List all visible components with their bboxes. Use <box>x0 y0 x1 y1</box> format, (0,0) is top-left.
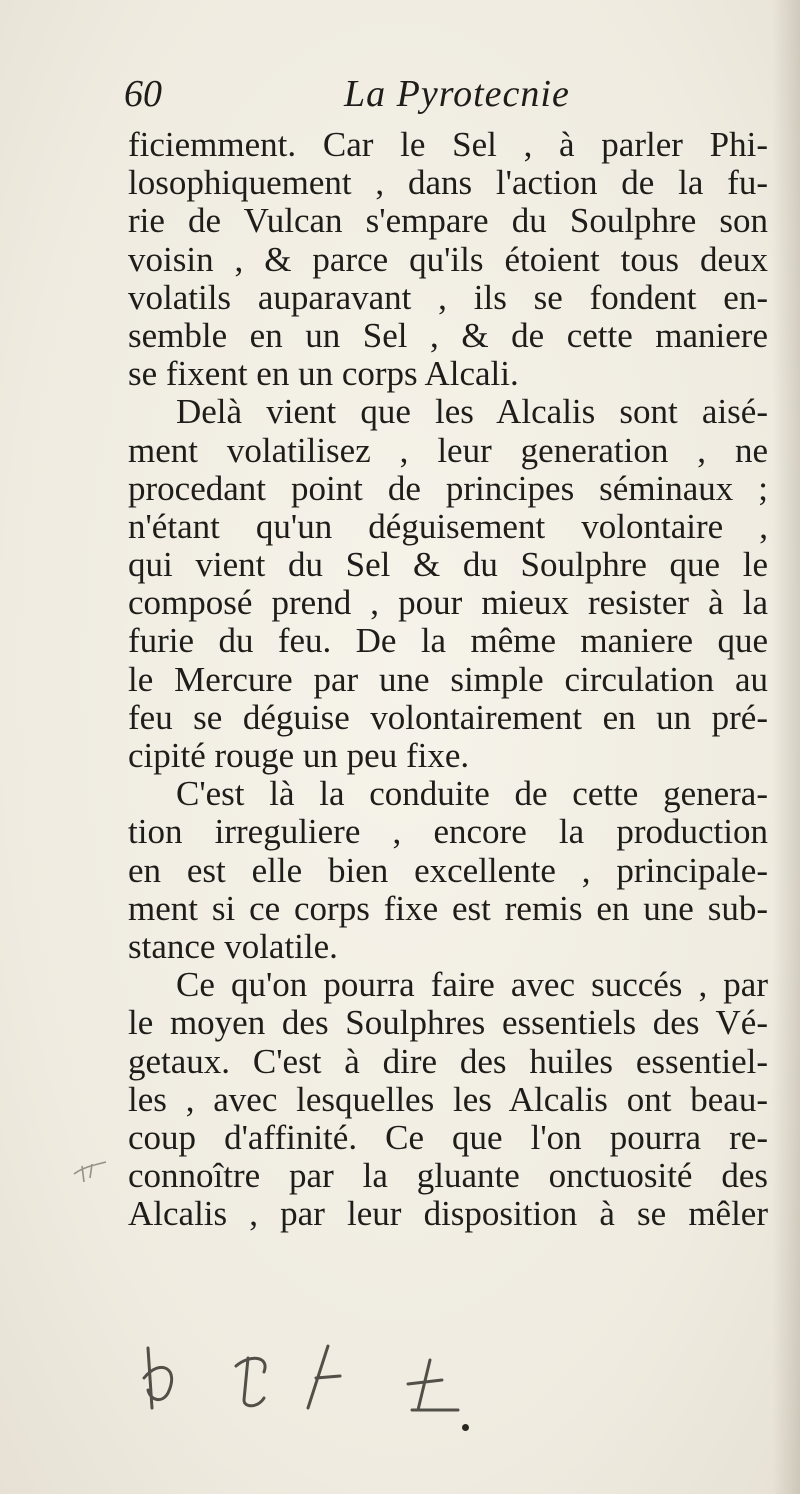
text-line: en est elle bien excellente , principale- <box>128 850 768 890</box>
text-line: furie du feu. De la même maniere que <box>128 621 768 661</box>
text-line: ficiemment. Car le Sel , à parler Phi- <box>128 125 768 164</box>
text-line: procedant point de principes séminaux ; <box>128 468 768 508</box>
running-title: La Pyrotecnie <box>344 73 570 115</box>
text-line: feu se déguise volontairement en un pré- <box>128 697 768 737</box>
text-line: Ce qu'on pourra faire avec succés , par <box>176 965 768 1005</box>
text-line: le moyen des Soulphres essentiels des Vé- <box>128 1003 768 1043</box>
text-line: coup d'affinité. Ce que l'on pourra re- <box>128 1117 768 1157</box>
text-line: C'est là la conduite de cette genera- <box>176 774 768 814</box>
text-line: semble en un Sel , & de cette maniere <box>128 315 768 355</box>
body-text <box>128 126 768 1233</box>
text-line: le Mercure par une simple circulation au <box>128 659 768 699</box>
text-line: stance volatile. <box>128 926 338 966</box>
text-line: cipité rouge un peu fixe. <box>128 736 470 775</box>
text-line: n'étant qu'un déguisement volontaire , <box>128 506 768 546</box>
page-header <box>124 72 764 122</box>
text-line: losophiquement , dans l'action de la fu- <box>128 163 768 203</box>
text-line: ment si ce corps fixe est remis en une sub- <box>128 888 768 928</box>
page-number: 60 <box>124 73 162 115</box>
text-line: Delà vient que les Alcalis sont aisé- <box>176 392 768 432</box>
margin-annotation-mark <box>72 1156 112 1186</box>
text-line: getaux. C'est à dire des huiles essentiel- <box>128 1041 768 1081</box>
text-line: qui vient du Sel & du Soulphre que le <box>128 545 768 585</box>
text-line: rie de Vulcan s'empare du Soulphre son <box>128 201 768 241</box>
text-line: volatils auparavant , ils se fondent en- <box>128 277 768 317</box>
text-line: voisin , & parce qu'ils étoient tous deux <box>128 239 768 279</box>
text-line: ment volatilisez , leur generation , ne <box>128 430 768 470</box>
text-line: composé prend , pour mieux resister à la <box>128 583 768 623</box>
text-line: Alcalis , par leur disposition à se mêler <box>128 1194 768 1234</box>
text-line: connoître par la gluante onctuosité des <box>128 1156 768 1196</box>
text-line: tion irreguliere , encore la production <box>128 812 768 852</box>
page-edge-shadow <box>772 0 800 1494</box>
ink-dot <box>462 1424 469 1431</box>
handwritten-scribble <box>140 1338 540 1418</box>
text-line: se fixent en un corps Alcali. <box>128 354 519 394</box>
text-line: les , avec lesquelles les Alcalis ont beau- <box>128 1079 768 1119</box>
